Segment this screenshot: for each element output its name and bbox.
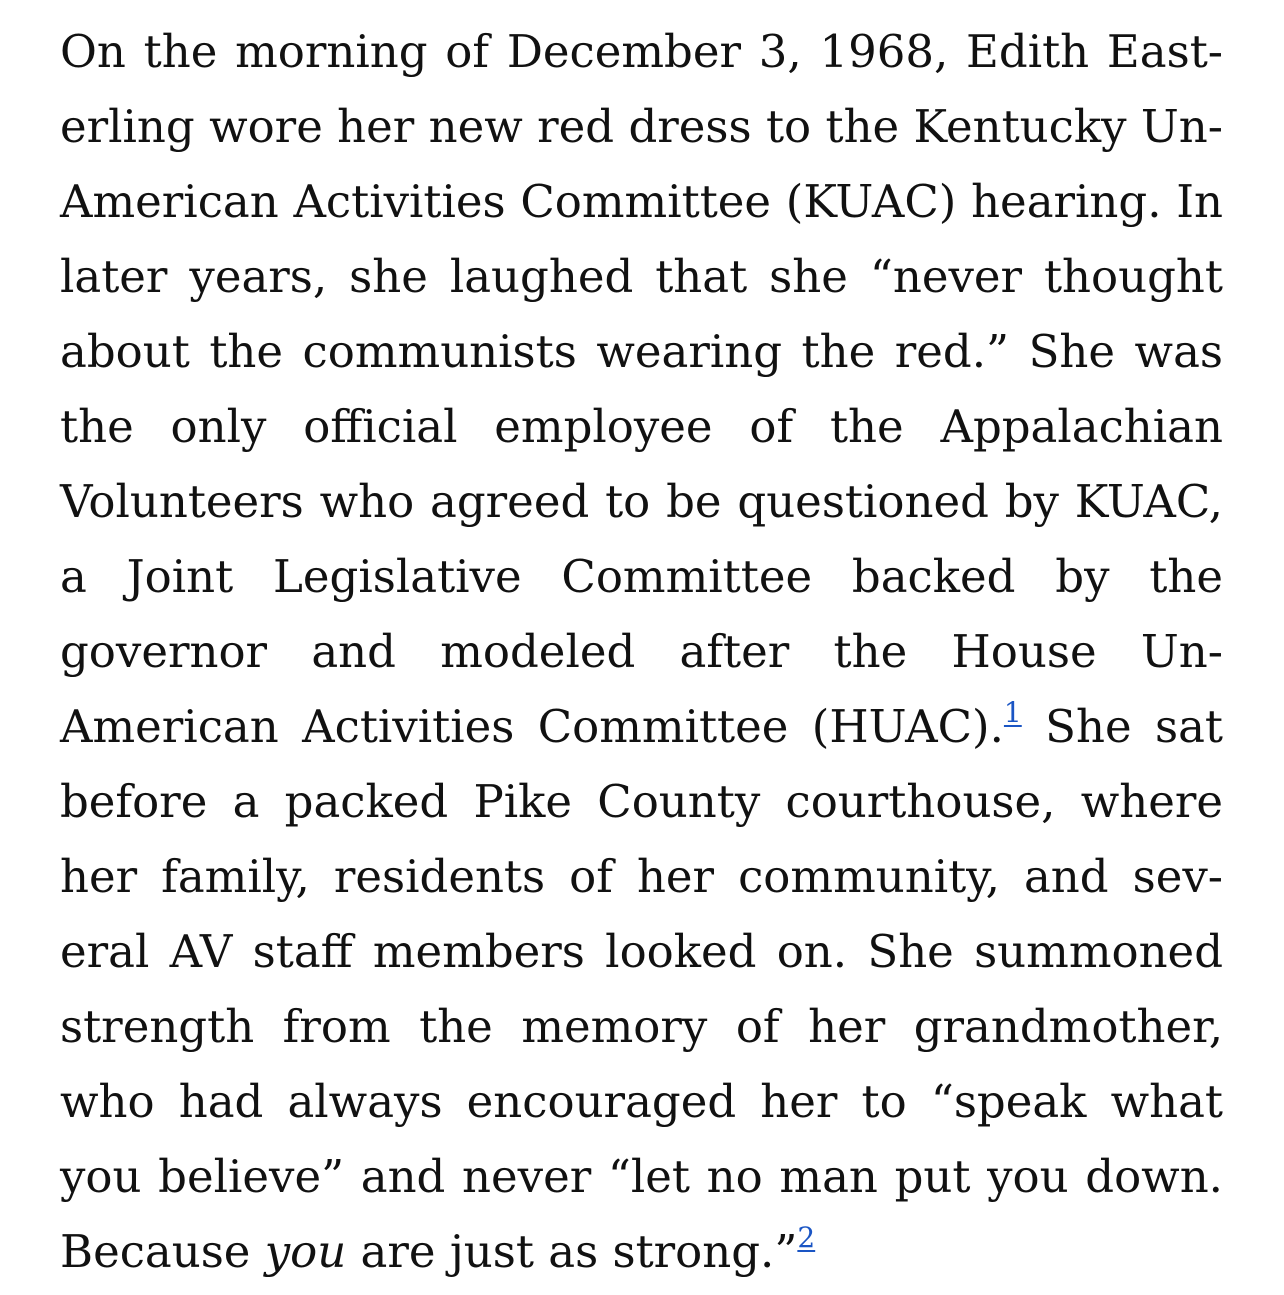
paragraph-text-part-1: On the morning of December 3, 1968, Edith Easterling wore her new red dress to the Kentucky Un-American Activities Committee (KUAC) hearing. In later years, she laughed that she “never thought about the communists wearing the red.” She was the only official employee of the Appalachian Volunteers who agreed to be questioned by KUAC, a Joint Legislative Committee backed by the governor and modeled after the House Un-American Activities Committee (HUAC). xyxy=(60,25,1223,753)
paragraph-text-part-2: She sat before a packed Pike County courthouse, where her family, residents of her community, and several AV staff members looked on. She summoned strength from the memory of her grandmother, who had always encouraged her to “speak what you believe” and never “let no man put you down. Because xyxy=(60,700,1223,1278)
footnote-link-1[interactable]: 1 xyxy=(1003,696,1022,729)
body-paragraph xyxy=(60,0,1223,1289)
emphasized-word: you xyxy=(264,1225,347,1278)
page xyxy=(60,0,1223,1289)
footnote-link-2[interactable]: 2 xyxy=(797,1221,816,1254)
paragraph-text-part-3: are just as strong.” xyxy=(346,1225,798,1278)
